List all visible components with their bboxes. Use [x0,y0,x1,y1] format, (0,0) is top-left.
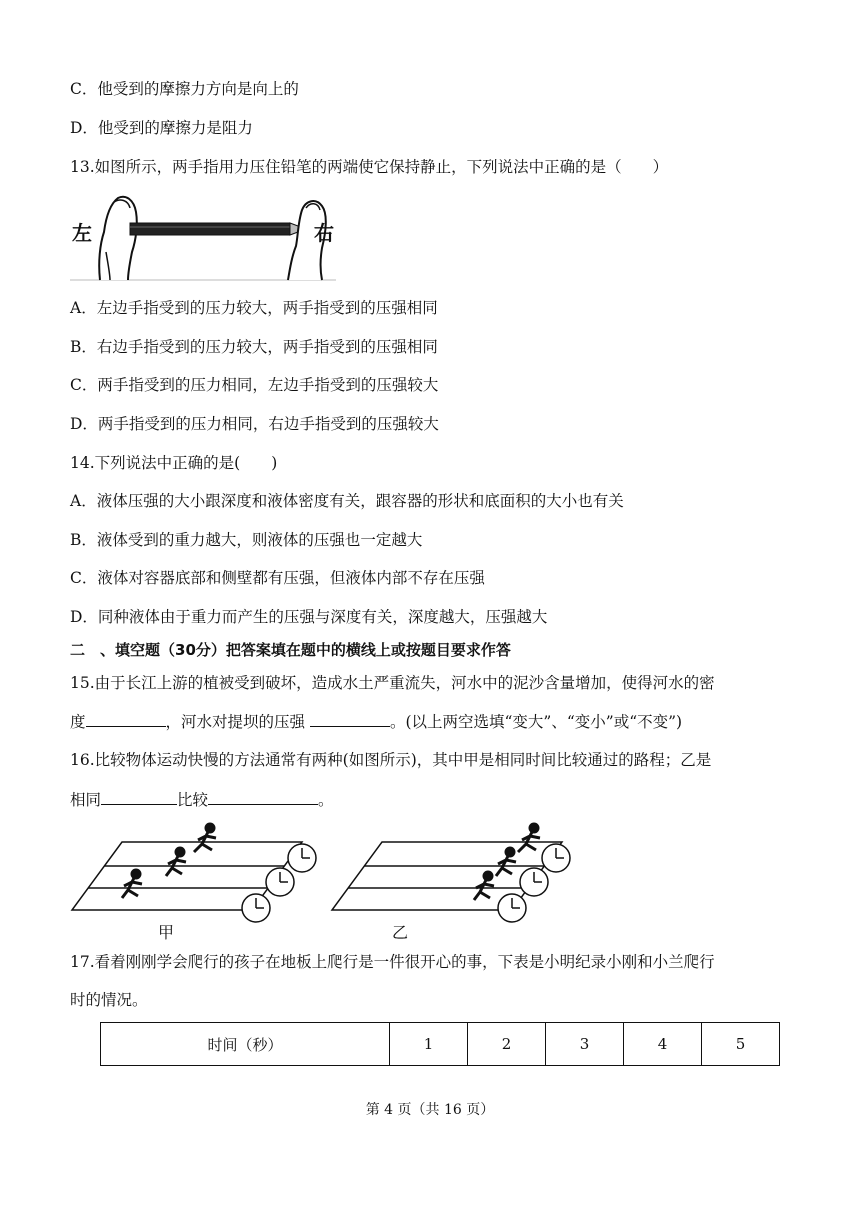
section-title: 二 、填空题（30分）把答案填在题中的横线上或按题目要求作答 [70,641,511,659]
q15-text-a: 度 [70,713,86,731]
q15-blank-2[interactable] [310,710,390,727]
crawl-table [100,1022,780,1066]
q16-text-b: 比较 [177,791,209,809]
q13-stem: 13.如图所示，两手指用力压住铅笔的两端使它保持静止，下列说法中正确的是（ ） [70,158,669,176]
table-row [101,1023,780,1066]
q15-text-b: ，河水对提坝的压强 [165,713,310,731]
q16-text-a: 相同 [70,791,102,809]
q14-option-c: C．液体对容器底部和侧壁都有压强，但液体内部不存在压强 [70,569,485,587]
q15-text-c: 。(以上两空选填“变大”、“变小”或“不变”) [389,713,683,731]
q14-option-d: D．同种液体由于重力而产生的压强与深度有关，深度越大，压强越大 [70,608,548,626]
fig-label-jia: 甲 [158,923,175,942]
table-header-cell: 3 [546,1023,624,1066]
q13-option-d: D．两手指受到的压力相同，右边手指受到的压强较大 [70,415,439,433]
q15-blank-1[interactable] [86,710,166,727]
pencil-fingers-figure [70,192,336,282]
figure-yi [332,824,570,942]
page-footer: 第 4 页（共 16 页） [365,1102,495,1118]
q16-line2 [70,788,334,811]
fig-left-label: 左 [72,221,92,245]
q14-stem: 14.下列说法中正确的是( ) [70,454,278,472]
table-header-cell: 4 [624,1023,702,1066]
table-header-cell: 1 [390,1023,468,1066]
table-header-cell: 时间（秒） [101,1023,390,1066]
q16-line1: 16.比较物体运动快慢的方法通常有两种(如图所示)，其中甲是相同时间比较通过的路程；乙是 [70,751,712,769]
fig-label-yi: 乙 [392,923,409,942]
q17-line2: 时的情况。 [70,991,148,1009]
q16-blank-2[interactable] [208,788,318,805]
running-comparison-figure [70,822,590,950]
table-header-cell: 5 [702,1023,780,1066]
fig-right-label: 右 [314,221,334,245]
q14-option-b: B．液体受到的重力越大，则液体的压强也一定越大 [70,531,423,549]
q14-option-a: A．液体压强的大小跟深度和液体密度有关，跟容器的形状和底面积的大小也有关 [70,492,624,510]
q13-option-c: C．两手指受到的压力相同，左边手指受到的压强较大 [70,376,439,394]
table-header-cell: 2 [468,1023,546,1066]
q16-text-c: 。 [318,791,334,809]
q16-blank-1[interactable] [101,788,177,805]
q15-line1: 15.由于长江上游的植被受到破坏，造成水土严重流失，河水中的泥沙含量增加，使得河水的密 [70,674,715,692]
q12-option-c: C．他受到的摩擦力方向是向上的 [70,80,299,98]
q12-option-d: D．他受到的摩擦力是阻力 [70,119,253,137]
figure-jia [72,824,316,942]
q15-line2 [70,710,682,733]
q13-option-b: B．右边手指受到的压力较大，两手指受到的压强相同 [70,338,438,356]
q17-line1: 17.看着刚刚学会爬行的孩子在地板上爬行是一件很开心的事，下表是小明纪录小刚和小兰爬行 [70,953,715,971]
q13-option-a: A．左边手指受到的压力较大，两手指受到的压强相同 [70,299,438,317]
